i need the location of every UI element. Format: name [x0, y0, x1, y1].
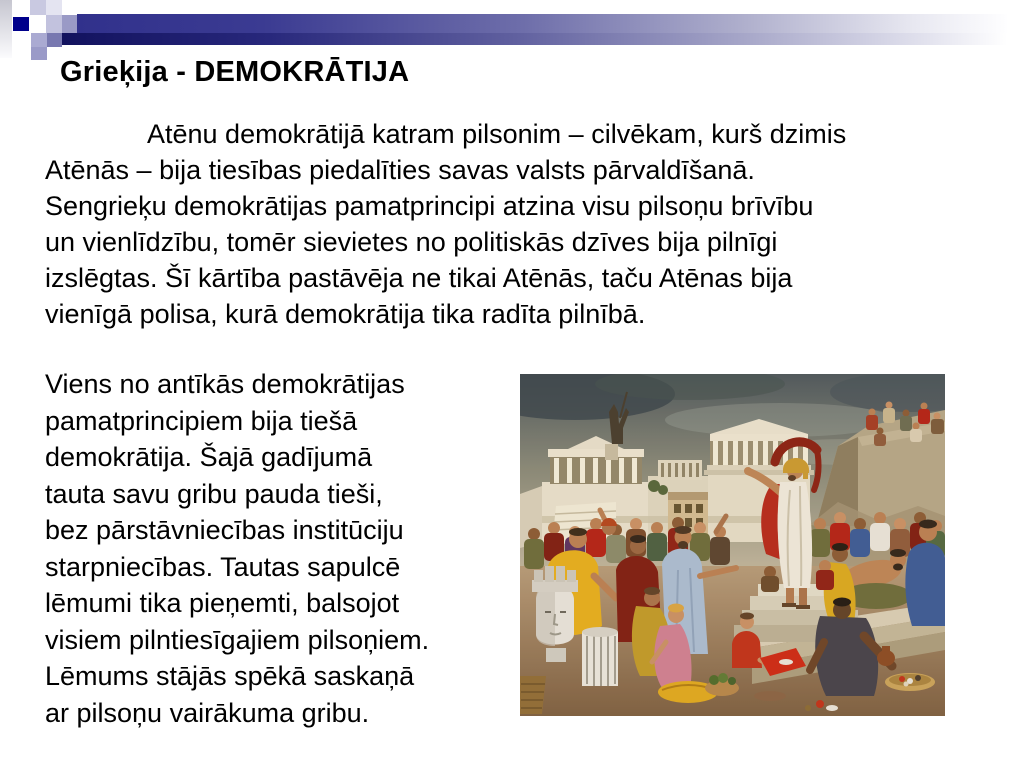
decor-square [31, 33, 47, 47]
painting-illustration [520, 374, 945, 716]
decor-square [31, 47, 47, 60]
decor-square [47, 33, 62, 47]
title-bar-gradient-top [77, 14, 1007, 33]
decor-square [62, 15, 77, 33]
body-paragraph-intro: Atēnu demokrātijā katram pilsonim – cilvēkam, kurš dzimis Atēnās – bija tiesības piedalīties savas valsts pārvaldīšanā. Sengrieķu demokrātijas pamatprincipi atzina visu pilsoņu brīvību un vienlīdzību, tomēr sievietes no politiskās dzīves bija pilnīgi izslēgtas. Šī kārtība pastāvēja ne tikai Atēnās, taču Atēnas bija vienīgā polisa, kurā demokrātija tika radīta pilnībā. [45, 119, 847, 329]
title-bar-gradient-bottom [62, 33, 1007, 45]
decor-square-navy [13, 17, 29, 31]
corner-gradient-strip [0, 0, 12, 58]
decor-square [46, 15, 62, 33]
decor-square [30, 0, 46, 15]
slide-title: Grieķija - DEMOKRĀTIJA [60, 56, 410, 88]
decor-square [46, 0, 62, 15]
painting-pericles-funeral-oration [520, 374, 945, 716]
body-paragraph-direct-democracy: Viens no antīkās demokrātijas pamatprincipiem bija tiešā demokrātija. Šajā gadījumā tauta savu gribu pauda tieši, bez pārstāvniecības institūciju starpniecības. Tautas sapulcē lēmumi tika pieņemti, balsojot visiem pilntiesīgajiem pilsoņiem. Lēmums stājās spēkā saskaņā ar pilsoņu vairākuma gribu. [45, 369, 430, 728]
